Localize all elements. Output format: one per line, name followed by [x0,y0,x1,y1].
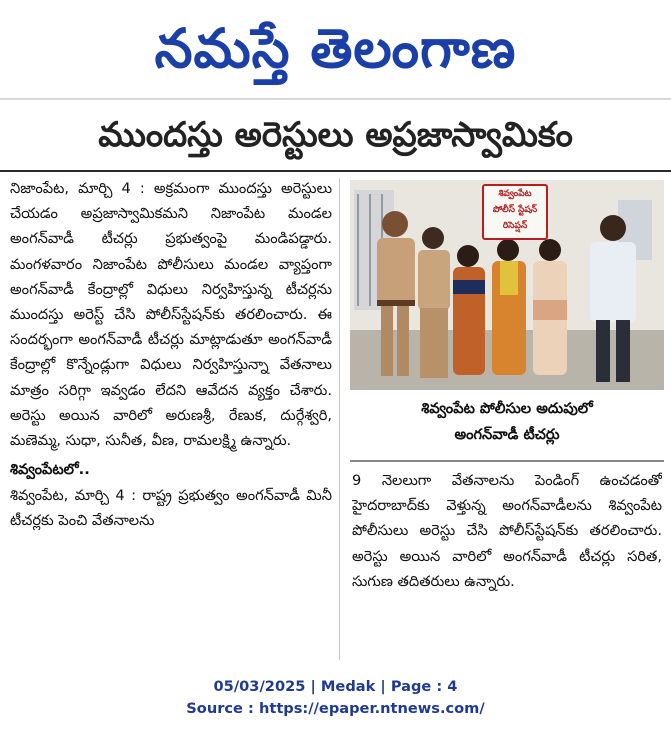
photo-caption-line-1: శివ్వంపేట పోలీసుల అదుపులో [421,400,593,417]
photo-reception-sign [482,184,548,240]
article-headline: ముందస్తు అరెస్టులు అప్రజాస్వామికం [98,115,573,155]
photo-caption-line-2: అంగన్‌వాడీ టీచర్లు [454,426,560,443]
masthead-divider [0,98,671,100]
caption-divider [350,460,664,462]
headline-container [0,104,671,166]
footer-source-link[interactable]: Source : https://epaper.ntnews.com/ [186,700,485,717]
photo-sign-text-2: పోలీస్ స్టేషన్ [492,205,538,215]
photo-caption [350,396,664,454]
article-body-left-column [10,176,332,660]
article-subhead-shivvampet: శివ్వంపేటలో.. [10,461,90,479]
article-body-right-column [352,468,662,654]
newspaper-logo: నమస్తే తెలంగాణ [154,17,517,80]
photo-sign-text-1: శివ్వంపేట [498,189,532,199]
article-paragraph-right: 9 నెలలుగా వేతనాలను పెండింగ్ ఉంచడంతో హైదరాబాద్‌కు వెళ్తున్న అంగన్‌వాడీలను శివ్వంపేట పోలీసులు అరెస్టు చేసి పోలీస్‌స్టేషన్‌కు తరలించారు. అరెస్టు అయిన వారిలో అంగన్‌వాడీ టీచర్లు సరిత, సుగుణ తదితరులు ఉన్నారు. [352,472,662,590]
photo-sign-text-3: రిసెప్షన్ [502,221,528,231]
article-paragraph-nizampet: నిజాంపేట, మార్చి 4 : అక్రమంగా ముందస్తు అరెస్టులు చేయడం అప్రజాస్వామికమని నిజాంపేట మండల అంగన్‌వాడీ టీచర్లు ప్రభుత్వంపై మండిపడ్డారు. మంగళవారం నిజాంపేట పోలీసులు మండల వ్యాప్తంగా అంగన్‌వాడీ కేంద్రాల్లో విధులు నిర్వహిస్తున్న టీచర్లను ముందస్తు అరెస్ట్ చేసి పోలీస్‌స్టేషన్‌కు తరలించారు. ఈ సందర్భంగా అంగన్‌వాడీ టీచర్లు మాట్లాడుతూ అంగన్‌వాడీ కేంద్రాల్లో కొన్నేండ్లుగా విధులు నిర్వహిస్తున్నా వేతనాలు మాత్రం సరిగ్గా ఇవ్వడం లేదని ఆవేదన వ్యక్తం చేశారు. అరెస్టు అయిన వారిలో అరుణశ్రీ, రేణుక, దుర్గేశ్వరి, మణెమ్మ, సుధా, సునీత, వీణ, రామలక్ష్మి ఉన్నారు. [10,180,332,450]
footer-edition-info: 05/03/2025 | Medak | Page : 4 [213,678,458,695]
news-photo [350,180,664,390]
article-paragraph-shivvampet: శివ్వంపేట, మార్చి 4 : రాష్ట్ర ప్రభుత్వం అంగన్‌వాడీ మినీ టీచర్లకు పెంచి వేతనాలను [10,487,332,530]
masthead [0,0,671,98]
page-footer [0,676,671,720]
headline-divider [0,170,671,172]
column-divider [339,178,340,660]
